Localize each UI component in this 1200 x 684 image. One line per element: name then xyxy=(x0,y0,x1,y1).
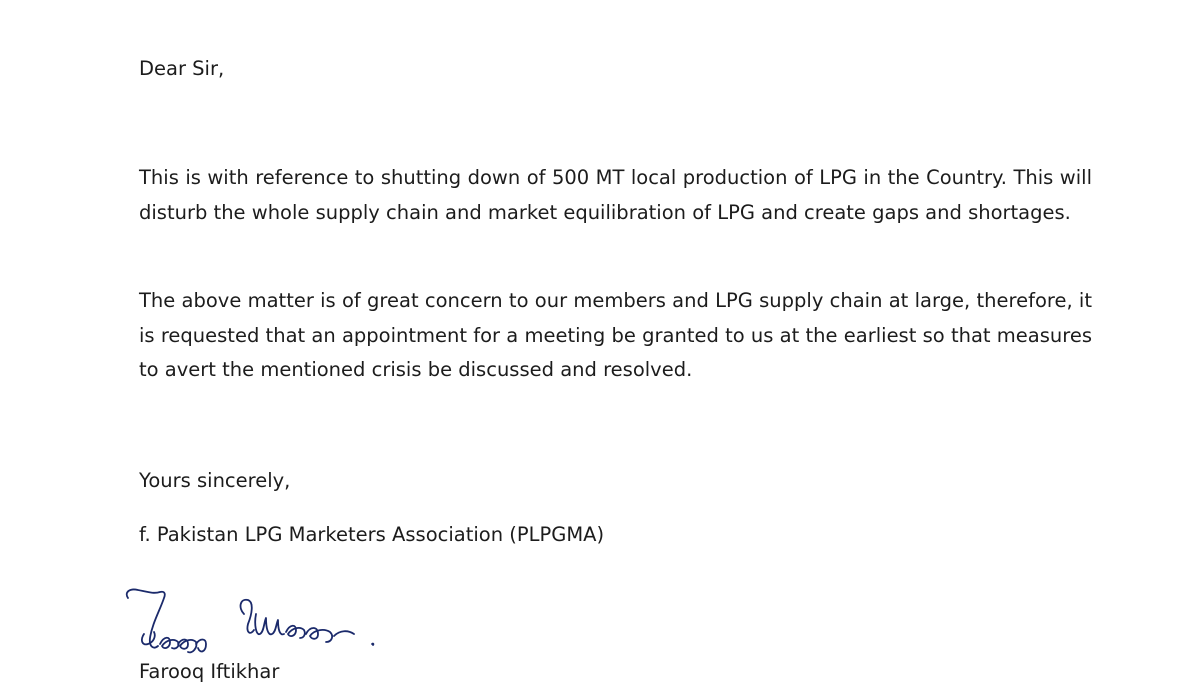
signer-name: Farooq Iftikhar xyxy=(139,660,280,683)
body-paragraph-2: The above matter is of great concern to our members and LPG supply chain at large, therefore, it is requested that an appointment for a meeting be granted to us at the earliest so that measures to avert the mentioned crisis be discussed and resolved. xyxy=(139,289,1092,381)
closing: Yours sincerely, xyxy=(139,469,291,492)
salutation: Dear Sir, xyxy=(139,57,225,80)
body-paragraph-1: This is with reference to shutting down of 500 MT local production of LPG in the Country. This will disturb the whole supply chain and market equilibration of LPG and create gaps and shortages. xyxy=(139,166,1092,224)
organization-line: f. Pakistan LPG Marketers Association (PLPGMA) xyxy=(139,523,605,546)
handwritten-signature xyxy=(120,584,390,675)
